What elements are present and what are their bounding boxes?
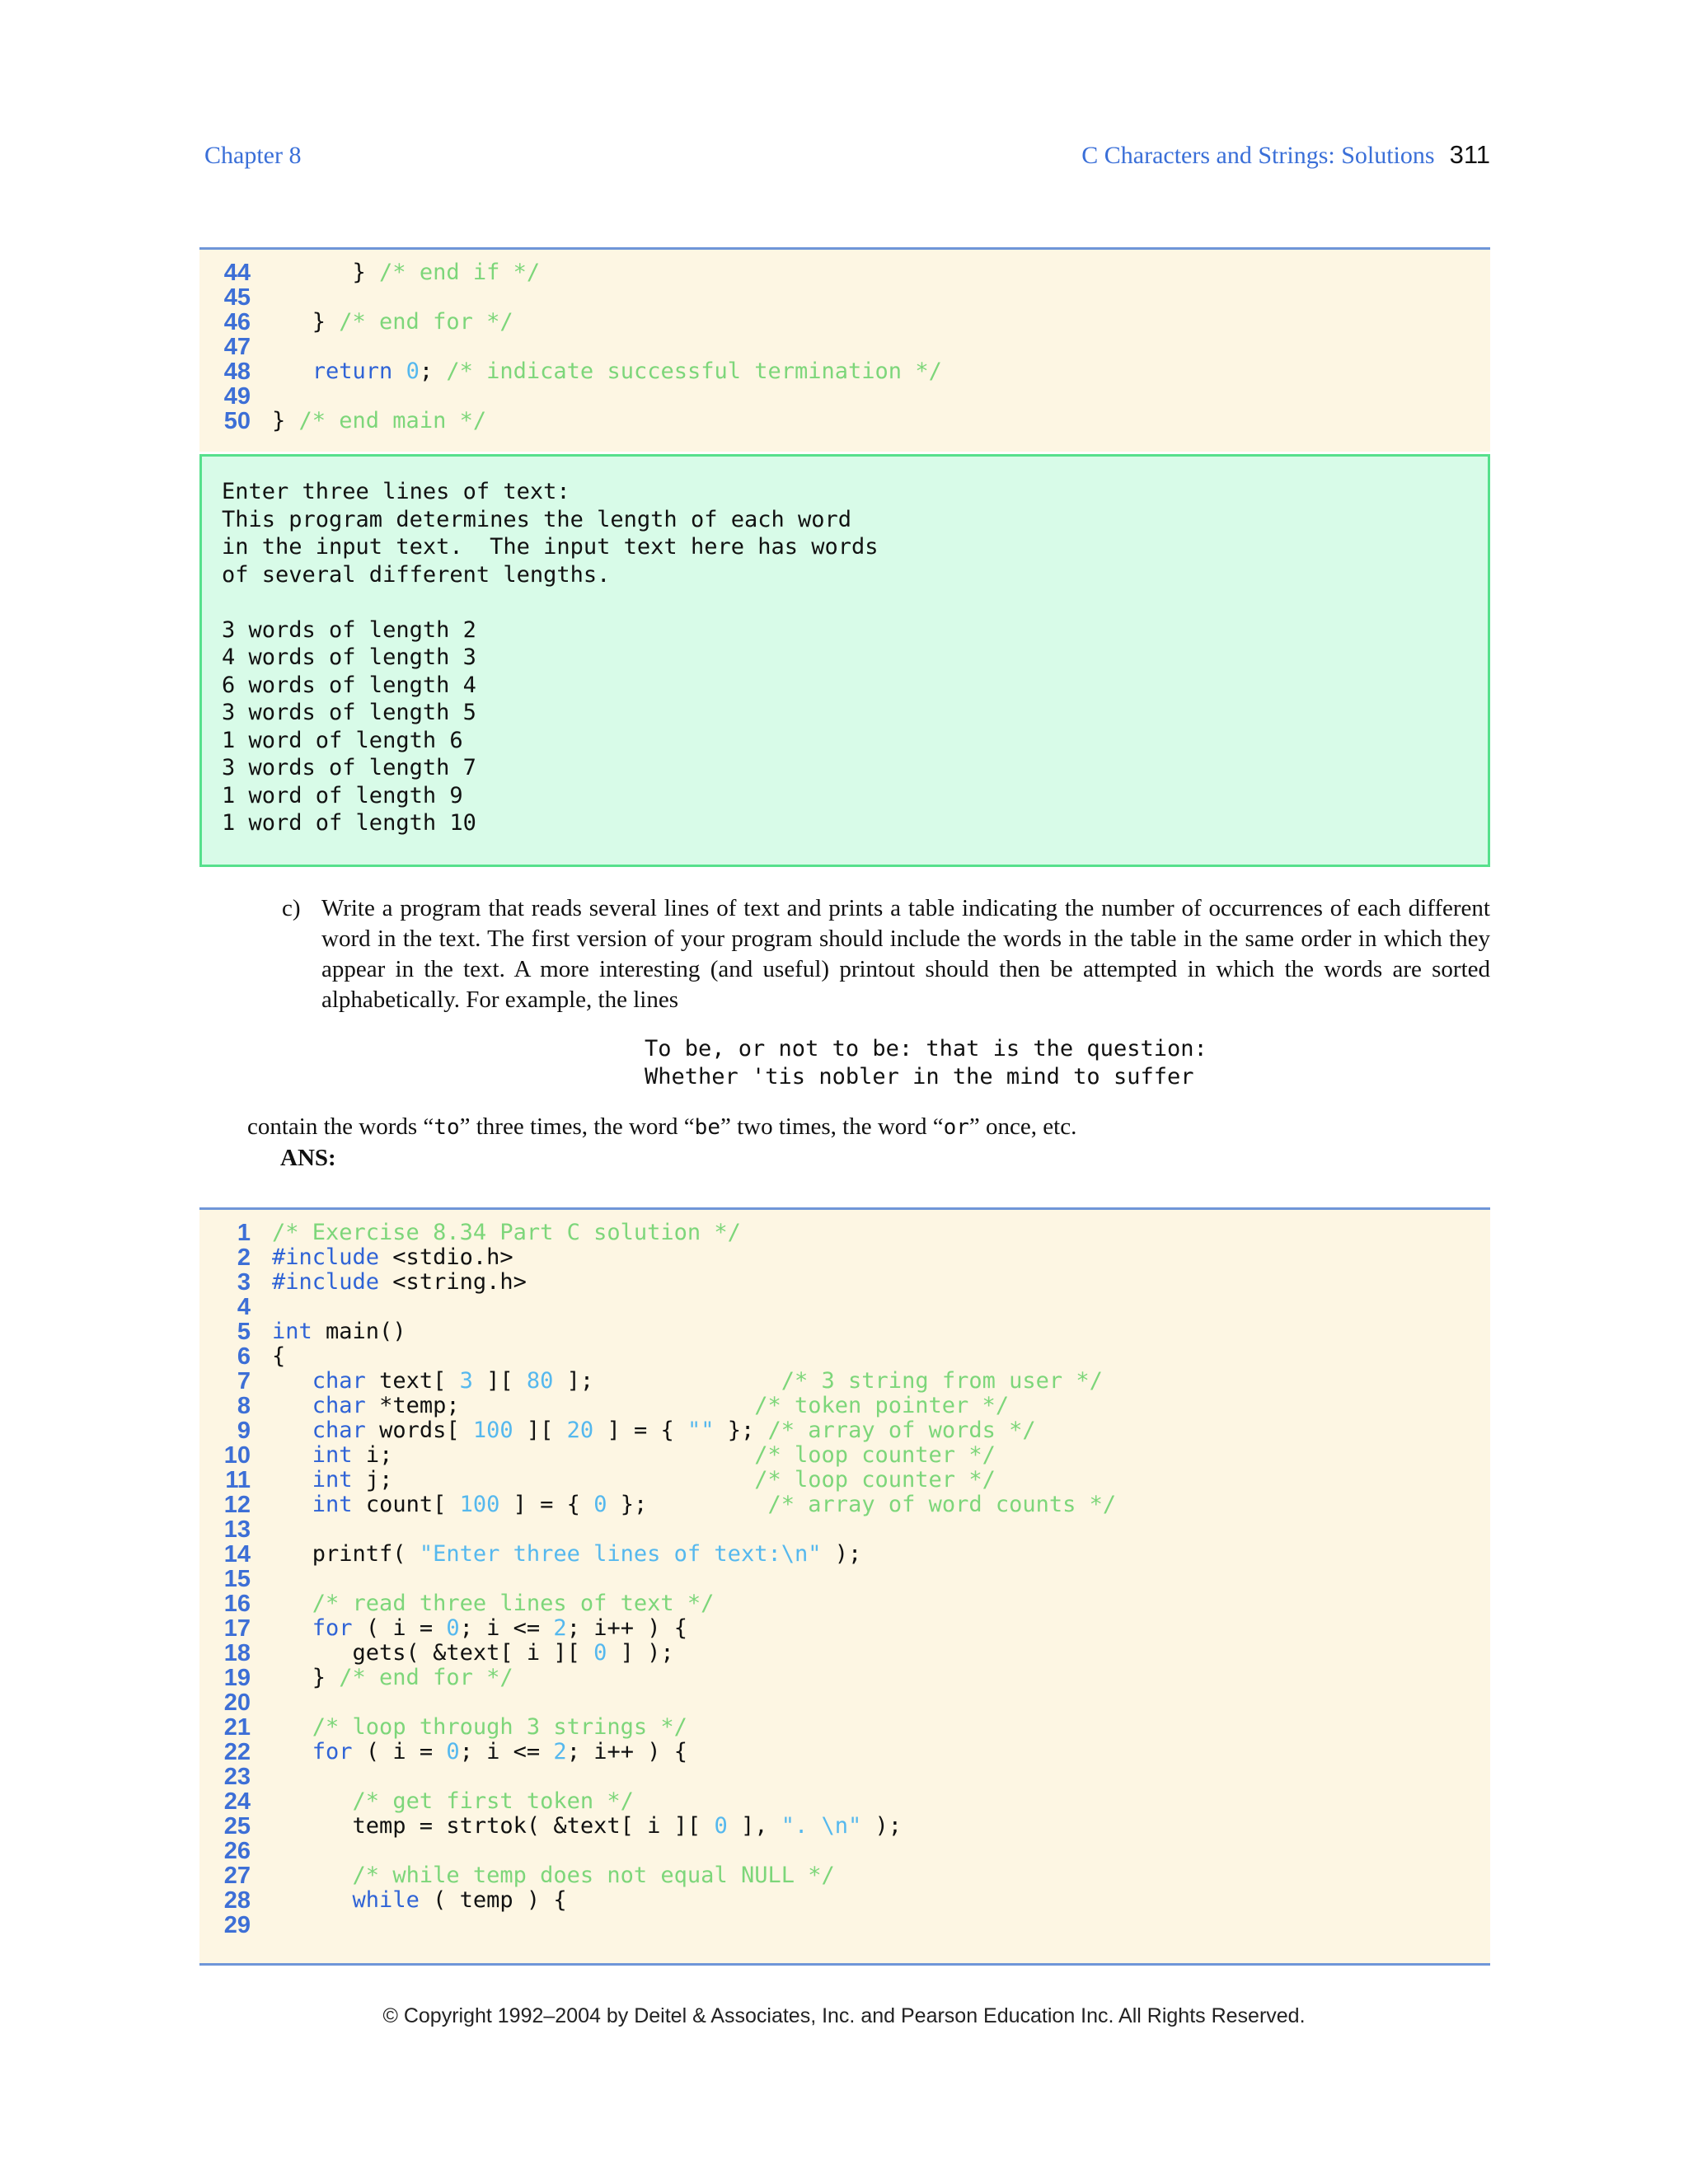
line-number: 17 — [223, 1615, 251, 1642]
page-number: 311 — [1449, 140, 1490, 169]
exercise-text: Write a program that reads several lines of text and prints a table indicating the number of occurrences of each different word in the text. The first version of your program should include the words in the table in the same order in which they appear in the text. A more interesting (and useful) printout should then be attempted in which the words are sorted alphabetically. For example, the lines — [321, 895, 1490, 1013]
program-output-text: Enter three lines of text: This program determines the length of each word in the input text. The input text here has words of several different lengths. 3 words of length 2 4 words of length 3 6 words of length 4 3 words of length 5 1 word of length 6 3 words of length 7 1 word of length 9 1 word of length 10 — [222, 479, 879, 836]
code-text: #include <string.h> — [272, 1269, 527, 1295]
code-listing-continued — [199, 247, 1490, 452]
line-number: 50 — [223, 408, 251, 434]
code-text: return 0; /* indicate successful termination */ — [312, 359, 942, 384]
copyright-footer: © Copyright 1992–2004 by Deitel & Associates, Inc. and Pearson Education Inc. All Rights Reserved. — [382, 2004, 1306, 2027]
line-number: 27 — [223, 1863, 251, 1889]
exercise-label: c) — [282, 895, 301, 921]
line-number: 9 — [237, 1418, 251, 1444]
chapter-label: Chapter 8 — [204, 142, 302, 169]
code-text: char words[ 100 ][ 20 ] = { "" }; /* array of words */ — [312, 1418, 1036, 1443]
line-number: 20 — [223, 1690, 251, 1716]
line-number: 47 — [223, 334, 251, 360]
sentence-part: ” three times, the word “ — [459, 1113, 695, 1140]
code-text: /* while temp does not equal NULL */ — [352, 1863, 835, 1888]
code-text: } /* end if */ — [272, 260, 541, 285]
running-header — [1081, 140, 1490, 170]
line-number: 1 — [237, 1220, 251, 1246]
line-number: 3 — [237, 1269, 251, 1296]
line-number: 5 — [237, 1319, 251, 1345]
section-title: C Characters and Strings: Solutions — [1081, 142, 1435, 169]
code-text: printf( "Enter three lines of text:\n" ); — [272, 1541, 862, 1567]
line-number: 25 — [223, 1813, 251, 1840]
code-text: /* Exercise 8.34 Part C solution */ — [272, 1220, 741, 1245]
line-number: 21 — [223, 1714, 251, 1741]
line-number: 6 — [237, 1343, 251, 1370]
line-number: 12 — [223, 1492, 251, 1518]
code-listing-solution — [199, 1207, 1490, 1966]
line-number: 18 — [223, 1640, 251, 1666]
code-text: } /* end for */ — [272, 309, 513, 335]
code-text: char text[ 3 ][ 80 ]; /* 3 string from user */ — [312, 1368, 1103, 1394]
word-to: to — [434, 1115, 460, 1140]
code-text: { — [272, 1343, 286, 1369]
code-text: char *temp; /* token pointer */ — [312, 1393, 1010, 1418]
line-number: 23 — [223, 1764, 251, 1790]
code-text: for ( i = 0; i <= 2; i++ ) { — [312, 1615, 687, 1641]
line-number: 44 — [223, 260, 251, 286]
line-number: 10 — [223, 1442, 251, 1469]
code-text: int count[ 100 ] = { 0 }; /* array of word counts */ — [312, 1492, 1117, 1517]
sentence-part: ” two times, the word “ — [720, 1113, 944, 1140]
line-number: 45 — [223, 284, 251, 311]
line-number: 26 — [223, 1838, 251, 1864]
code-text: int main() — [272, 1319, 406, 1344]
code-text: #include <stdio.h> — [272, 1244, 513, 1270]
code-text: int i; /* loop counter */ — [312, 1442, 996, 1468]
answer-label: ANS: — [280, 1145, 336, 1171]
line-number: 22 — [223, 1739, 251, 1765]
sentence-part: ” once, etc. — [968, 1113, 1077, 1140]
line-number: 16 — [223, 1591, 251, 1617]
exercise-paragraph — [282, 893, 1490, 1015]
code-text: /* loop through 3 strings */ — [312, 1714, 687, 1740]
word-count-sentence — [247, 1113, 1076, 1141]
line-number: 15 — [223, 1566, 251, 1592]
line-number: 28 — [223, 1887, 251, 1914]
word-or: or — [943, 1115, 969, 1140]
code-text: /* get first token */ — [352, 1788, 634, 1814]
line-number: 2 — [237, 1244, 251, 1271]
line-number: 24 — [223, 1788, 251, 1815]
line-number: 19 — [223, 1665, 251, 1691]
line-number: 13 — [223, 1516, 251, 1543]
sentence-part: contain the words “ — [247, 1113, 434, 1140]
line-number: 4 — [237, 1294, 251, 1320]
line-number: 29 — [223, 1912, 251, 1938]
code-text: for ( i = 0; i <= 2; i++ ) { — [312, 1739, 687, 1765]
code-text: while ( temp ) { — [352, 1887, 567, 1913]
line-number: 8 — [237, 1393, 251, 1419]
code-text: } /* end main */ — [272, 408, 487, 434]
line-number: 48 — [223, 359, 251, 385]
line-number: 49 — [223, 383, 251, 410]
line-number: 46 — [223, 309, 251, 335]
program-output-box — [199, 454, 1490, 867]
code-text: gets( &text[ i ][ 0 ] ); — [272, 1640, 674, 1666]
line-number: 11 — [225, 1467, 251, 1493]
code-text: /* read three lines of text */ — [312, 1591, 715, 1616]
code-text: temp = strtok( &text[ i ][ 0 ], ". \n" ); — [272, 1813, 903, 1839]
line-number: 14 — [223, 1541, 251, 1568]
code-text: } /* end for */ — [272, 1665, 513, 1690]
code-text: int j; /* loop counter */ — [312, 1467, 996, 1493]
line-number: 7 — [237, 1368, 251, 1394]
word-be: be — [694, 1115, 720, 1140]
example-quote: To be, or not to be: that is the question: Whether 'tis nobler in the mind to suffer — [645, 1036, 1207, 1090]
